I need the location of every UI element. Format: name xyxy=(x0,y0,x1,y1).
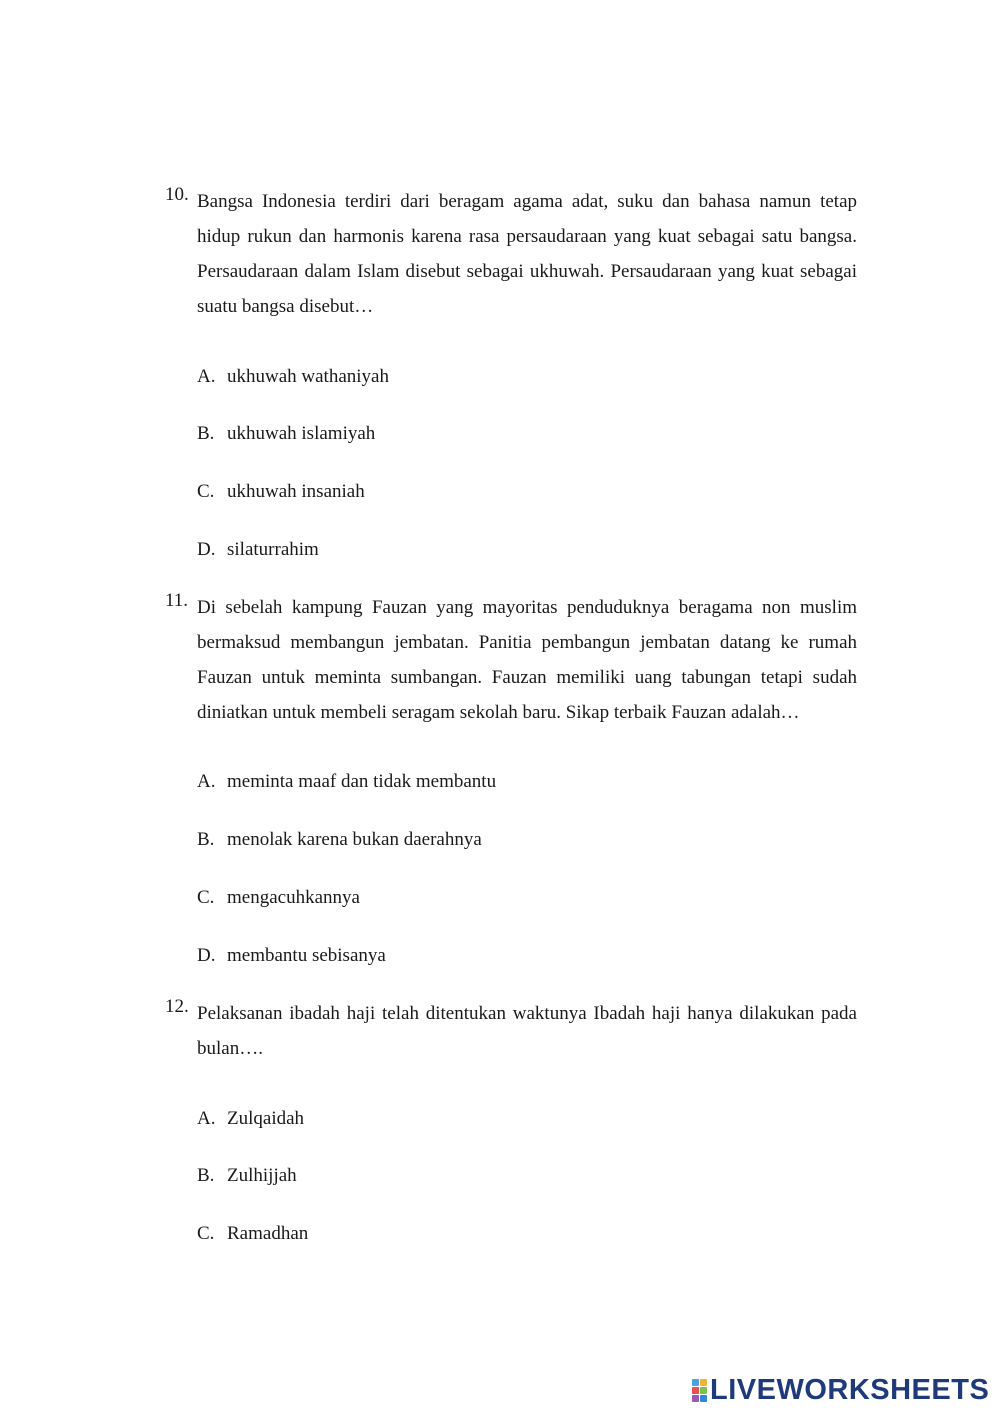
option-letter: C. xyxy=(197,481,215,502)
logo-block xyxy=(692,1387,699,1394)
liveworksheets-logo xyxy=(692,1375,989,1405)
option-12-a[interactable] xyxy=(197,1107,304,1131)
liveworksheets-logo-icon xyxy=(692,1379,707,1402)
question-text: Pelaksanan ibadah haji telah ditentukan waktunya Ibadah haji hanya dilakukan pada bulan…. xyxy=(197,1003,857,1059)
question-number: 11. xyxy=(165,590,189,611)
option-text: Zulqaidah xyxy=(227,1108,305,1129)
question-text: Bangsa Indonesia terdiri dari beragam agama adat, suku dan bahasa namun tetap hidup rukun dan harmonis karena rasa persaudaraan yang kuat sebagai satu bangsa. Persaudaraan dalam Islam disebut sebagai ukhuwah. Persaudaraan yang kuat sebagai suatu bangsa disebut… xyxy=(197,191,857,317)
option-letter: B. xyxy=(197,829,215,850)
option-text: silaturrahim xyxy=(227,539,319,560)
option-letter: C. xyxy=(197,887,215,908)
option-text: ukhuwah insaniah xyxy=(227,481,365,502)
question-10 xyxy=(165,184,857,324)
option-text: ukhuwah wathaniyah xyxy=(227,366,389,387)
option-text: mengacuhkannya xyxy=(227,887,360,908)
question-number: 10. xyxy=(165,184,189,205)
option-text: membantu sebisanya xyxy=(227,945,386,966)
option-11-c[interactable] xyxy=(197,886,360,910)
option-10-d[interactable] xyxy=(197,538,319,562)
option-letter: A. xyxy=(197,366,216,387)
question-text: Di sebelah kampung Fauzan yang mayoritas penduduknya beragama non muslim bermaksud membangun jembatan. Panitia pembangun jembatan datang ke rumah Fauzan untuk meminta sumbangan. Fauzan memiliki uang tabungan tetapi sudah diniatkan untuk membeli seragam sekolah baru. Sikap terbaik Fauzan adalah… xyxy=(197,597,857,723)
option-12-b[interactable] xyxy=(197,1164,297,1188)
question-12 xyxy=(165,996,857,1066)
logo-block xyxy=(700,1395,707,1402)
option-letter: A. xyxy=(197,1108,216,1129)
logo-text: LIVEWORKSHEETS xyxy=(710,1374,990,1406)
option-letter: A. xyxy=(197,771,216,792)
option-10-c[interactable] xyxy=(197,480,365,504)
logo-block xyxy=(692,1395,699,1402)
logo-block xyxy=(700,1379,707,1386)
logo-block xyxy=(692,1379,699,1386)
option-text: menolak karena bukan daerahnya xyxy=(227,829,482,850)
option-11-a[interactable] xyxy=(197,770,496,794)
option-text: Ramadhan xyxy=(227,1223,309,1244)
option-letter: C. xyxy=(197,1223,215,1244)
question-11 xyxy=(165,590,857,730)
option-10-b[interactable] xyxy=(197,422,375,446)
option-text: ukhuwah islamiyah xyxy=(227,423,376,444)
option-10-a[interactable] xyxy=(197,365,389,389)
option-text: Zulhijjah xyxy=(227,1165,297,1186)
option-12-c[interactable] xyxy=(197,1222,308,1246)
logo-block xyxy=(700,1387,707,1394)
option-letter: B. xyxy=(197,1165,215,1186)
question-number: 12. xyxy=(165,996,189,1017)
option-letter: D. xyxy=(197,539,216,560)
option-text: meminta maaf dan tidak membantu xyxy=(227,771,497,792)
option-letter: B. xyxy=(197,423,215,444)
option-11-b[interactable] xyxy=(197,828,482,852)
option-letter: D. xyxy=(197,945,216,966)
option-11-d[interactable] xyxy=(197,944,386,968)
